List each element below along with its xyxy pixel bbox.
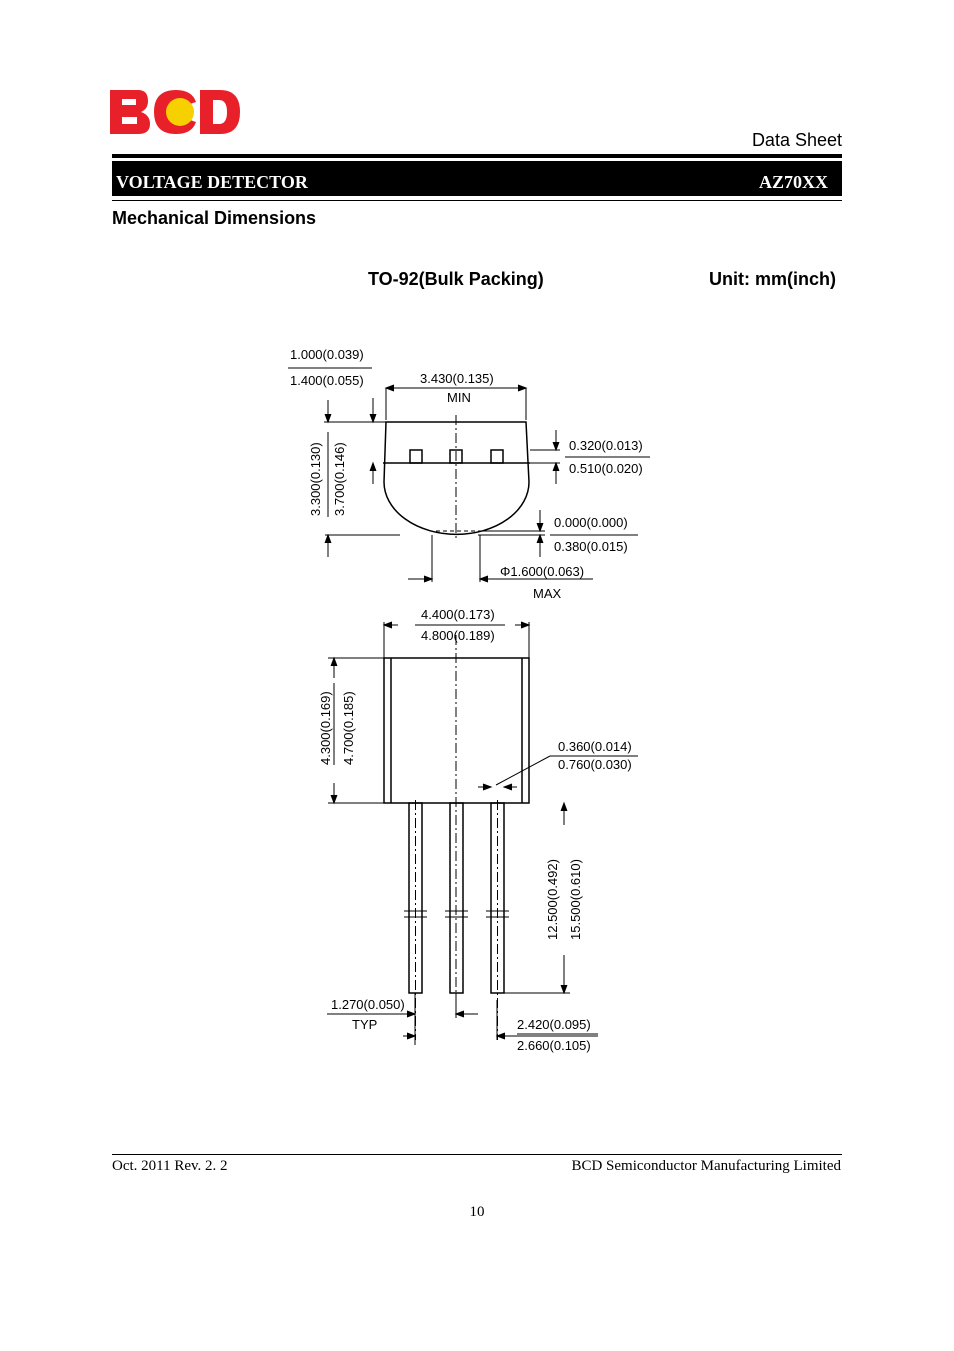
package-title: TO-92(Bulk Packing)	[368, 269, 544, 289]
page-number: 10	[469, 1204, 485, 1220]
dim-body-depth-min: 3.300(0.130)	[308, 442, 323, 516]
footer-date-revision: Oct. 2011 Rev. 2. 2	[112, 1158, 228, 1174]
doc-type-label: Data Sheet	[751, 130, 842, 150]
dim-front-width-max: 4.800(0.189)	[421, 628, 495, 643]
dim-lead-pitch: 1.270(0.050)	[331, 997, 405, 1012]
dim-lead-thickness-min: 0.320(0.013)	[569, 438, 643, 453]
dim-lead-length-max: 15.500(0.610)	[568, 859, 583, 940]
lead-stub-1	[410, 450, 422, 463]
footer-rule	[112, 1154, 842, 1155]
dim-body-height-max: 4.700(0.185)	[341, 691, 356, 765]
dim-lead-pitch-note: TYP	[352, 1017, 378, 1032]
dim-body-width-note: MIN	[447, 390, 471, 405]
dim-lead-width-max: 0.760(0.030)	[558, 757, 632, 772]
dim-lead-offset-max: 1.400(0.055)	[290, 373, 364, 388]
dim-lead-length-min: 12.500(0.492)	[545, 859, 560, 940]
dim-dimple-diameter: Φ1.600(0.063)	[500, 564, 585, 579]
dim-lead-span-min: 2.420(0.095)	[517, 1017, 591, 1032]
dim-lead-span-max: 2.660(0.105)	[517, 1038, 591, 1053]
dim-body-width-min: 3.430(0.135)	[420, 371, 494, 386]
dim-lead-width-min: 0.360(0.014)	[558, 739, 632, 754]
product-category: VOLTAGE DETECTOR	[116, 172, 308, 192]
dim-lead-offset-min: 1.000(0.039)	[290, 347, 364, 362]
unit-label: Unit: mm(inch)	[709, 269, 836, 289]
dim-body-height-min: 4.300(0.169)	[318, 691, 333, 765]
lead-stub-3	[491, 450, 503, 463]
dim-front-width-min: 4.400(0.173)	[421, 607, 495, 622]
footer-company: BCD Semiconductor Manufacturing Limited	[571, 1158, 841, 1174]
dim-dimple-note: MAX	[533, 586, 562, 601]
part-number: AZ70XX	[758, 172, 828, 192]
dim-flat-min: 0.000(0.000)	[554, 515, 628, 530]
dim-body-depth-max: 3.700(0.146)	[332, 442, 347, 516]
dim-lead-thickness-max: 0.510(0.020)	[569, 461, 643, 476]
dim-flat-max: 0.380(0.015)	[554, 539, 628, 554]
section-title: Mechanical Dimensions	[112, 208, 317, 228]
